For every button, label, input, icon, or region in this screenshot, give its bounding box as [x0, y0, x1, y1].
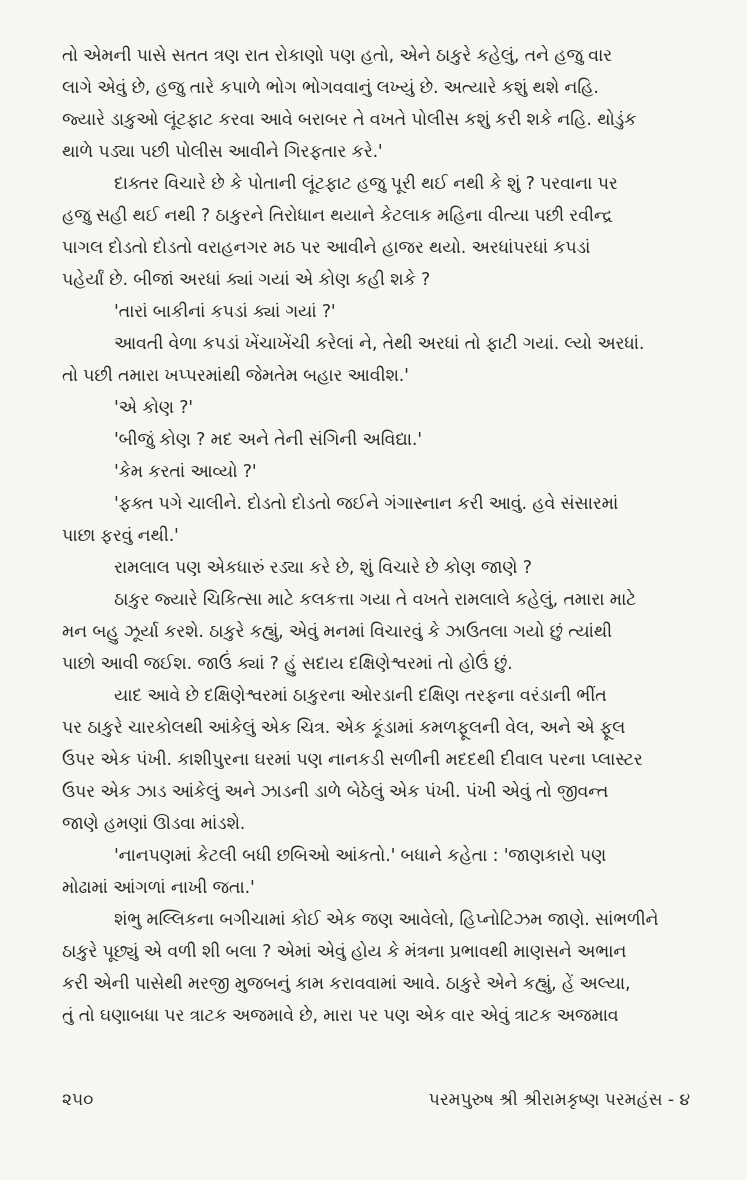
text-line: શંભુ મલ્લિકના બગીચામાં કોઈ એક જણ આવેલો, હિપ્નોટિઝમ જાણે. સાંભળીને	[114, 910, 659, 930]
text-line: ઉપર એક ઝાડ આંકેલું અને ઝાડની ડાળે બેઠેલું એક પંખી. પંખી એવું તો જીવન્ત	[62, 782, 609, 802]
text-line: ઉપર એક પંખી. કાશીપુરના ઘરમાં પણ નાનકડી સળીની મદદથી દીવાલ પરના પ્લાસ્ટર	[62, 750, 643, 770]
text-line: પાછા ફરવું નથી.'	[62, 526, 179, 546]
text-line: આવતી વેળા કપડાં ખેંચાખેંચી કરેલાં ને, તેથી અરધાં તો ફાટી ગયાં. લ્યો અરધાં.	[114, 334, 645, 354]
text-line: મોઢામાં આંગળાં નાખી જતા.'	[62, 878, 255, 898]
text-line: જ્યારે ડાકુઓ લૂંટફાટ કરવા આવે બરાબર તે વખતે પોલીસ કશું કરી શકે નહિ. થોડુંક	[62, 110, 637, 130]
page-footer	[62, 1090, 690, 1114]
running-title: પરમપુરુષ શ્રી શ્રીરામકૃષ્ણ પરમહંસ - ૪	[428, 1090, 690, 1110]
text-line: રામલાલ પણ એકધારું રડ્યા કરે છે, શું વિચારે છે કોણ જાણે ?	[114, 558, 532, 578]
text-line: પહેર્યાં છે. બીજાં અરધાં ક્યાં ગયાં એ કોણ કહી શકે ?	[62, 270, 431, 290]
text-line: થાળે પડ્યા પછી પોલીસ આવીને ગિરફતાર કરે.'	[62, 142, 383, 162]
text-line: મન બહુ ઝૂર્યા કરશે. ઠાકુરે કહ્યું, એવું મનમાં વિચારવું કે ઝાઉતલા ગયો છું ત્યાંથી	[62, 622, 612, 642]
text-line: 'તારાં બાકીનાં કપડાં ક્યાં ગયાં ?'	[114, 302, 336, 322]
page-number: ૨૫૦	[62, 1090, 94, 1110]
text-line: તો પછી તમારા ખપ્પરમાંથી જેમતેમ બહાર આવીશ.'	[62, 366, 409, 386]
text-line: યાદ આવે છે દક્ષિણેશ્વરમાં ઠાકુરના ઓરડાની દક્ષિણ તરફના વરંડાની ભીંત	[114, 686, 607, 706]
text-line: પર ઠાકુરે ચારકોલથી આંકેલું એક ચિત્ર. એક કૂંડામાં કમળફૂલની વેલ, અને એ ફૂલ	[62, 718, 626, 738]
text-line: 'બીજું કોણ ? મદ અને તેની સંગિની અવિદ્યા.'	[114, 430, 422, 450]
text-line: 'ફક્ત પગે ચાલીને. દોડતો દોડતો જઈને ગંગાસ્નાન કરી આવું. હવે સંસારમાં	[114, 494, 619, 514]
text-line: તું તો ઘણાબધા પર ત્રાટક અજમાવે છે, મારા પર પણ એક વાર એવું ત્રાટક અજમાવ	[62, 1006, 619, 1026]
text-line: લાગે એવું છે, હજુ તારે કપાળે ભોગ ભોગવવાનું લખ્યું છે. અત્યારે કશું થશે નહિ.	[62, 78, 599, 98]
text-line: હજુ સહી થઈ નથી ? ઠાકુરને તિરોધાન થયાને કેટલાક મહિના વીત્યા પછી રવીન્દ્ર	[62, 206, 613, 226]
text-line: 'કેમ કરતાં આવ્યો ?'	[114, 462, 257, 482]
text-line: ઠાકુર જ્યારે ચિકિત્સા માટે કલકત્તા ગયા તે વખતે રામલાલે કહેલું, તમારા માટે	[114, 590, 637, 610]
text-line: પાછો આવી જઈશ. જાઉં ક્યાં ? હું સદાય દક્ષિણેશ્વરમાં તો હોઉં છું.	[62, 654, 513, 674]
text-line: તો એમની પાસે સતત ત્રણ રાત રોકાણો પણ હતો, એને ઠાકુરે કહેલું, તને હજુ વાર	[62, 46, 613, 66]
text-line: 'એ કોણ ?'	[114, 398, 193, 418]
text-line: કરી એની પાસેથી મરજી મુજબનું કામ કરાવવામાં આવે. ઠાકુરે એને કહ્યું, હેં અલ્યા,	[62, 974, 631, 994]
text-line: 'નાનપણમાં કેટલી બધી છબિઓ આંકતો.' બધાને કહેતા : 'જાણકારો પણ	[114, 846, 607, 866]
text-line: જાણે હમણાં ઊડવા માંડશે.	[62, 814, 246, 834]
text-line: ઠાકુરે પૂછ્યું એ વળી શી બલા ? એમાં એવું હોય કે મંત્રના પ્રભાવથી માણસને અભાન	[62, 942, 627, 962]
text-line: પાગલ દોડતો દોડતો વરાહનગર મઠ પર આવીને હાજર થયો. અરધાંપરધાં કપડાં	[62, 238, 591, 258]
text-line: દાક્તર વિચારે છે કે પોતાની લૂંટફાટ હજુ પૂરી થઈ નથી કે શું ? પરવાના પર	[114, 174, 618, 194]
